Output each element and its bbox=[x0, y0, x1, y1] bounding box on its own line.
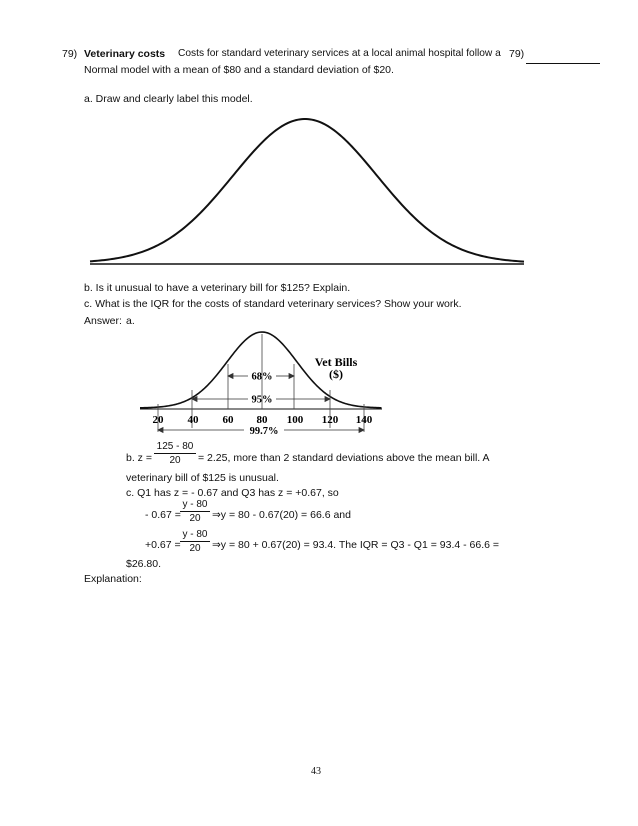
question-line-2: Normal model with a mean of $80 and a standard deviation of $20. bbox=[84, 64, 394, 76]
vet-chart-title: Vet Bills bbox=[314, 355, 358, 369]
tick-label: 20 bbox=[152, 414, 164, 426]
part-b-prompt: b. Is it unusual to have a veterinary bill for $125? Explain. bbox=[84, 282, 351, 294]
solution-b-fraction bbox=[154, 441, 196, 466]
explanation-label: Explanation: bbox=[84, 573, 142, 585]
vet-bills-chart bbox=[136, 324, 386, 442]
answer-blank-number: 79) bbox=[509, 48, 525, 60]
normal-curve-path bbox=[90, 119, 524, 262]
label-68: 68% bbox=[251, 371, 273, 383]
tick-label: 40 bbox=[187, 414, 199, 426]
fraction-denominator: 20 bbox=[189, 543, 201, 554]
normal-curve-drawing bbox=[88, 112, 528, 270]
page-number: 43 bbox=[311, 766, 321, 777]
question-number: 79) bbox=[62, 48, 78, 60]
question-title: Veterinary costs bbox=[84, 48, 166, 60]
fraction-numerator: y - 80 bbox=[180, 529, 210, 542]
eq2-result: ⇒y = 80 + 0.67(20) = 93.4. The IQR = Q3 - Q1 = 93.4 - 66.6 = bbox=[212, 539, 500, 551]
answer-part-a: a. bbox=[126, 315, 135, 327]
tick-label: 80 bbox=[256, 414, 268, 426]
eq2-prefix: +0.67 = bbox=[145, 539, 181, 551]
arrowhead bbox=[289, 374, 294, 379]
fraction-numerator: 125 - 80 bbox=[154, 441, 196, 454]
solution-b-result: = 2.25, more than 2 standard deviations above the mean bill. A bbox=[198, 452, 490, 464]
arrowhead bbox=[228, 374, 233, 379]
eq2-line-2: $26.80. bbox=[126, 558, 162, 570]
fraction-numerator: y - 80 bbox=[180, 499, 210, 512]
solution-b-line-2: veterinary bill of $125 is unusual. bbox=[126, 472, 279, 484]
label-997: 99.7% bbox=[249, 426, 279, 437]
tick-label: 120 bbox=[321, 414, 339, 426]
answer-blank-line[interactable] bbox=[526, 63, 600, 64]
solution-c-line-1: c. Q1 has z = - 0.67 and Q3 has z = +0.67, so bbox=[126, 487, 339, 499]
question-line-1: Costs for standard veterinary services at a local animal hospital follow a bbox=[178, 48, 501, 59]
tick-label: 60 bbox=[222, 414, 234, 426]
eq1-result: ⇒y = 80 - 0.67(20) = 66.6 and bbox=[212, 509, 351, 521]
arrowhead bbox=[359, 428, 364, 433]
label-95: 95% bbox=[251, 394, 273, 406]
fraction-denominator: 20 bbox=[189, 513, 201, 524]
tick-label: 140 bbox=[355, 414, 373, 426]
vet-chart-unit: ($) bbox=[329, 367, 343, 381]
eq1-prefix: - 0.67 = bbox=[145, 509, 181, 521]
fraction-denominator: 20 bbox=[169, 455, 181, 466]
tick-label: 100 bbox=[286, 414, 304, 426]
arrowhead bbox=[158, 428, 163, 433]
eq1-fraction bbox=[180, 499, 210, 524]
solution-b-prefix: b. z = bbox=[126, 452, 152, 464]
answer-label: Answer: bbox=[84, 315, 122, 327]
arrowhead bbox=[325, 397, 330, 402]
eq2-fraction bbox=[180, 529, 210, 554]
part-a-prompt: a. Draw and clearly label this model. bbox=[84, 93, 253, 105]
part-c-prompt: c. What is the IQR for the costs of standard veterinary services? Show your work. bbox=[84, 298, 462, 310]
